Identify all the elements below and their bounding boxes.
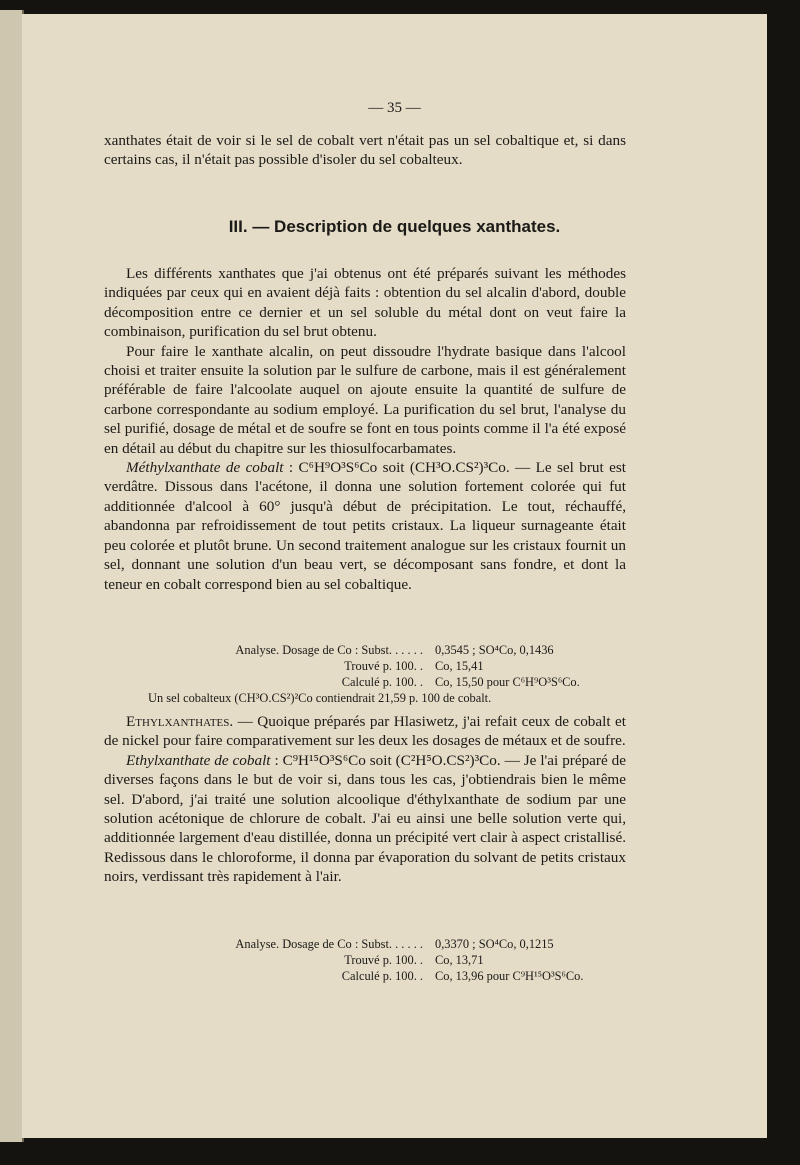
- ethyl-intro-text: — Quoique préparés par Hlasiwetz, j'ai refait ceux de cobalt et de nickel pour faire comparativement sur les deux les dosages de métaux et de soufre.: [104, 713, 626, 750]
- intro-text: xanthates était de voir si le sel de cobalt vert n'était pas un sel cobaltique et, si dans certains cas, il n'était pas possible d'isoler du sel cobalteux.: [104, 132, 626, 169]
- analysis-table-2: [156, 936, 583, 984]
- analysis-table-1: [148, 642, 580, 706]
- body-block-1: [104, 264, 626, 594]
- methyl-paragraph: [104, 458, 626, 594]
- ethyl-title: Ethylxanthate de cobalt: [126, 751, 271, 769]
- intro-paragraph: [104, 131, 626, 170]
- analysis-note: Un sel cobalteux (CH³O.CS²)²Co contiendrait 21,59 p. 100 de cobalt.: [148, 691, 492, 705]
- paragraph-1: Les différents xanthates que j'ai obtenus ont été préparés suivant les méthodes indiquées par ceux qui en avaient déjà faits : obtention du sel alcalin d'abord, double décomposition entre ce dernier et un sel soluble du métal dont on veut faire la combinaison, purification du sel brut obtenu.: [104, 265, 626, 341]
- analysis-row: Analyse. Dosage de Co : Subst. . . . . . 0,3545 ; SO⁴Co, 0,1436: [235, 643, 554, 657]
- analysis-row: Analyse. Dosage de Co : Subst. . . . . . 0,3370 ; SO⁴Co, 0,1215: [235, 937, 554, 951]
- methyl-text: Le sel brut est verdâtre. Dissous dans l'acétone, il donna une solution fortement colorée qui fut additionnée d'alcool à 60° jusqu'à début de précipitation. Le tout, réchauffé, abandonna par refroidissement de tout petits cristaux. La liqueur surnageante était peu colorée et plutôt brune. Un second traitement analogue sur les cristaux fournit un sel, donnant une solution d'un beau vert, se décomposant sans fondre, et dont la teneur en cobalt correspond bien au sel cobaltique.: [104, 459, 626, 593]
- page-number: — 35 —: [368, 100, 421, 116]
- ethyl-paragraph: [104, 751, 626, 887]
- analysis-row: Trouvé p. 100. . Co, 15,41: [344, 659, 484, 673]
- analysis-row: Calculé p. 100. . Co, 13,96 pour C⁹H¹⁵O³S⁶Co.: [341, 969, 584, 983]
- section-title: III. — Description de quelques xanthates.: [228, 217, 561, 236]
- document-page: [22, 14, 767, 1138]
- ethyl-intro-paragraph: [104, 712, 626, 751]
- methyl-formula: : C⁶H⁹O³S⁶Co soit (CH³O.CS²)³Co. —: [283, 459, 536, 477]
- book-spine: [0, 10, 24, 1142]
- ethyl-lead: Ethylxanthates.: [126, 713, 234, 730]
- body-block-2: [104, 712, 626, 887]
- ethyl-text: Je l'ai préparé de diverses façons dans le but de voir si, dans tous les cas, j'obtiendrais bien le même sel. D'abord, j'ai traité une solution alcoolique d'éthylxanthate de sodium par une solution acétonique de chlorure de cobalt. J'ai eu ainsi une belle solution verte qui, additionnée largement d'eau distillée, donna un précipité vert clair à aspect cristallisé. Redissous dans le chloroforme, il donna par évaporation du solvant de petits cristaux noirs, verdissant très rapidement à l'air.: [104, 751, 626, 886]
- paragraph-2: Pour faire le xanthate alcalin, on peut dissoudre l'hydrate basique dans l'alcool choisi et traiter ensuite la solution par le sulfure de carbone, mais il est généralement préférable de faire l'alcoolate auquel on ajoute ensuite la quantité de sulfure de carbone correspondante au sodium employé. La purification du sel brut, l'analyse du sel purifié, dosage de métal et de soufre se font en tous points comme il l'a été exposé en détail au début du chapitre sur les thiosulfocarbamates.: [104, 342, 626, 457]
- methyl-title: Méthylxanthate de cobalt: [126, 459, 284, 477]
- analysis-row: Calculé p. 100. . Co, 15,50 pour C⁶H⁹O³S⁶Co.: [341, 675, 580, 689]
- analysis-row: Trouvé p. 100. . Co, 13,71: [344, 953, 484, 967]
- ethyl-formula: : C⁹H¹⁵O³S⁶Co soit (C²H⁵O.CS²)³Co. —: [270, 751, 524, 769]
